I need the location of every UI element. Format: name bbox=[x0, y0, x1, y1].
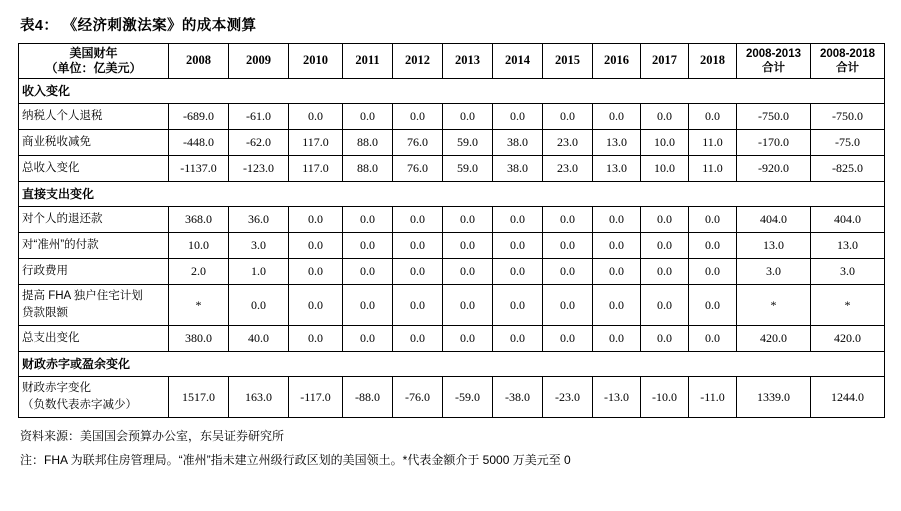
row-label bbox=[19, 285, 169, 326]
cost-table bbox=[18, 43, 885, 418]
table-cell-value: 0.0 bbox=[543, 326, 593, 352]
table-cell-value: 0.0 bbox=[641, 104, 689, 130]
table-cell-value: 0.0 bbox=[443, 259, 493, 285]
table-cell-sum-2008-2013: 1339.0 bbox=[737, 377, 811, 418]
table-row bbox=[19, 326, 885, 352]
table-cell-value: 0.0 bbox=[343, 104, 393, 130]
header-sum1-line2: 合计 bbox=[762, 62, 785, 74]
table-cell-value: 13.0 bbox=[593, 130, 641, 156]
table-cell-value: 23.0 bbox=[543, 130, 593, 156]
table-cell-value: 0.0 bbox=[493, 285, 543, 326]
table-cell-value: 38.0 bbox=[493, 156, 543, 182]
table-cell-value: 0.0 bbox=[641, 207, 689, 233]
header-cell-rowlabel bbox=[19, 44, 169, 79]
table-row bbox=[19, 377, 885, 418]
table-cell-value: 0.0 bbox=[393, 104, 443, 130]
table-cell-value: 0.0 bbox=[443, 285, 493, 326]
table-cell-value: 76.0 bbox=[393, 130, 443, 156]
table-cell-value: -1137.0 bbox=[169, 156, 229, 182]
table-cell-value: 0.0 bbox=[641, 259, 689, 285]
row-label-line1: 提高 FHA 独户住宅计划 bbox=[22, 290, 143, 303]
table-cell-value: 0.0 bbox=[343, 207, 393, 233]
table-header-row bbox=[19, 44, 885, 79]
table-cell-value: 0.0 bbox=[393, 285, 443, 326]
row-label: 对“准州”的付款 bbox=[19, 233, 169, 259]
table-cell-value: 0.0 bbox=[493, 259, 543, 285]
table-cell-value: 0.0 bbox=[443, 207, 493, 233]
table-cell-value: 10.0 bbox=[641, 156, 689, 182]
header-cell-year-2009: 2009 bbox=[229, 44, 289, 79]
table-cell-value: 88.0 bbox=[343, 130, 393, 156]
table-cell-sum-2008-2018: -75.0 bbox=[811, 130, 885, 156]
table-row bbox=[19, 156, 885, 182]
page-title: 表4： 《经济刺激法案》的成本测算 bbox=[20, 18, 257, 34]
table-cell-value: 0.0 bbox=[289, 326, 343, 352]
table-cell-sum-2008-2013: -170.0 bbox=[737, 130, 811, 156]
table-cell-sum-2008-2013: 13.0 bbox=[737, 233, 811, 259]
table-cell-value: 0.0 bbox=[543, 259, 593, 285]
table-row bbox=[19, 233, 885, 259]
table-cell-value: 0.0 bbox=[543, 233, 593, 259]
table-cell-value: 0.0 bbox=[689, 285, 737, 326]
table-cell-sum-2008-2018: -825.0 bbox=[811, 156, 885, 182]
table-row bbox=[19, 285, 885, 326]
row-label: 纳税人个人退税 bbox=[19, 104, 169, 130]
table-cell-value: 0.0 bbox=[229, 285, 289, 326]
table-cell-value: 0.0 bbox=[443, 233, 493, 259]
table-cell-value: 0.0 bbox=[289, 104, 343, 130]
table-cell-value: 0.0 bbox=[543, 104, 593, 130]
table-cell-value: 0.0 bbox=[343, 259, 393, 285]
row-label: 对个人的退还款 bbox=[19, 207, 169, 233]
header-cell-sum-2008-2013 bbox=[737, 44, 811, 79]
table-cell-value: 2.0 bbox=[169, 259, 229, 285]
row-label: 商业税收减免 bbox=[19, 130, 169, 156]
table-cell-sum-2008-2018: 420.0 bbox=[811, 326, 885, 352]
header-cell-year-2010: 2010 bbox=[289, 44, 343, 79]
note-line: 注：FHA 为联邦住房管理局。“准州”指未建立州级行政区划的美国领土。*代表金额介于 5000 万美元至 0 bbox=[20, 453, 571, 467]
table-cell-value: 13.0 bbox=[593, 156, 641, 182]
table-cell-value: 0.0 bbox=[593, 259, 641, 285]
table-cell-value: 0.0 bbox=[641, 326, 689, 352]
table-cell-value: -62.0 bbox=[229, 130, 289, 156]
header-cell-year-2016: 2016 bbox=[593, 44, 641, 79]
row-label-line2: 贷款限额 bbox=[22, 307, 68, 319]
table-cell-value: 3.0 bbox=[229, 233, 289, 259]
table-cell-value: 0.0 bbox=[689, 207, 737, 233]
table-cell-value: 0.0 bbox=[543, 207, 593, 233]
table-cell-value: 0.0 bbox=[289, 233, 343, 259]
table-cell-value: 1517.0 bbox=[169, 377, 229, 418]
row-label: 总收入变化 bbox=[19, 156, 169, 182]
table-cell-sum-2008-2013: * bbox=[737, 285, 811, 326]
table-cell-value: 380.0 bbox=[169, 326, 229, 352]
table-cell-value: 1.0 bbox=[229, 259, 289, 285]
table-cell-value: -88.0 bbox=[343, 377, 393, 418]
table-cell-value: 0.0 bbox=[493, 207, 543, 233]
header-sum2-line1: 2008-2018 bbox=[820, 47, 875, 60]
table-cell-sum-2008-2013: 3.0 bbox=[737, 259, 811, 285]
row-label-line2: （负数代表赤字减少） bbox=[22, 399, 137, 411]
table-cell-value: 0.0 bbox=[593, 233, 641, 259]
table-cell-value: 10.0 bbox=[641, 130, 689, 156]
table-cell-sum-2008-2018: 3.0 bbox=[811, 259, 885, 285]
header-cell-year-2015: 2015 bbox=[543, 44, 593, 79]
table-cell-value: -11.0 bbox=[689, 377, 737, 418]
section-label: 直接支出变化 bbox=[19, 182, 885, 207]
header-cell-year-2008: 2008 bbox=[169, 44, 229, 79]
table-cell-value: 0.0 bbox=[289, 285, 343, 326]
table-cell-sum-2008-2018: 13.0 bbox=[811, 233, 885, 259]
table-cell-value: -61.0 bbox=[229, 104, 289, 130]
table-cell-value: 76.0 bbox=[393, 156, 443, 182]
table-cell-value: 117.0 bbox=[289, 130, 343, 156]
table-cell-value: 36.0 bbox=[229, 207, 289, 233]
table-cell-value: 11.0 bbox=[689, 130, 737, 156]
section-label: 财政赤字或盈余变化 bbox=[19, 352, 885, 377]
table-cell-sum-2008-2013: 420.0 bbox=[737, 326, 811, 352]
table-row bbox=[19, 104, 885, 130]
header-cell-sum-2008-2018 bbox=[811, 44, 885, 79]
row-label: 行政费用 bbox=[19, 259, 169, 285]
table-cell-value: 0.0 bbox=[493, 104, 543, 130]
table-cell-value: * bbox=[169, 285, 229, 326]
table-cell-value: 59.0 bbox=[443, 130, 493, 156]
table-cell-value: 40.0 bbox=[229, 326, 289, 352]
table-cell-value: 0.0 bbox=[593, 326, 641, 352]
table-cell-sum-2008-2013: -750.0 bbox=[737, 104, 811, 130]
table-cell-sum-2008-2018: 1244.0 bbox=[811, 377, 885, 418]
table-cell-value: 0.0 bbox=[641, 285, 689, 326]
table-cell-value: 0.0 bbox=[289, 259, 343, 285]
table-cell-value: 0.0 bbox=[393, 233, 443, 259]
row-label: 总支出变化 bbox=[19, 326, 169, 352]
table-cell-value: -13.0 bbox=[593, 377, 641, 418]
table-cell-value: 0.0 bbox=[593, 104, 641, 130]
row-label-line1: 财政赤字变化 bbox=[22, 382, 91, 395]
table-cell-value: 0.0 bbox=[689, 104, 737, 130]
table-cell-value: 0.0 bbox=[689, 233, 737, 259]
table-cell-value: 0.0 bbox=[493, 326, 543, 352]
table-cell-value: 0.0 bbox=[493, 233, 543, 259]
table-cell-value: -59.0 bbox=[443, 377, 493, 418]
header-label-line2: （单位：亿美元） bbox=[45, 61, 142, 75]
table-cell-value: 0.0 bbox=[689, 326, 737, 352]
source-line: 资料来源：美国国会预算办公室，东吴证券研究所 bbox=[20, 429, 285, 443]
table-section-row bbox=[19, 79, 885, 104]
table-cell-value: 88.0 bbox=[343, 156, 393, 182]
table-cell-value: 163.0 bbox=[229, 377, 289, 418]
table-cell-value: 0.0 bbox=[393, 207, 443, 233]
table-cell-value: 0.0 bbox=[593, 285, 641, 326]
table-cell-value: -38.0 bbox=[493, 377, 543, 418]
table-cell-value: 0.0 bbox=[443, 326, 493, 352]
table-cell-value: 0.0 bbox=[393, 259, 443, 285]
table-cell-value: 0.0 bbox=[343, 285, 393, 326]
table-cell-sum-2008-2018: * bbox=[811, 285, 885, 326]
table-cell-value: 11.0 bbox=[689, 156, 737, 182]
table-cell-value: -448.0 bbox=[169, 130, 229, 156]
table-row bbox=[19, 207, 885, 233]
row-label bbox=[19, 377, 169, 418]
table-cell-sum-2008-2013: 404.0 bbox=[737, 207, 811, 233]
header-cell-year-2018: 2018 bbox=[689, 44, 737, 79]
table-cell-sum-2008-2018: -750.0 bbox=[811, 104, 885, 130]
table-cell-value: 23.0 bbox=[543, 156, 593, 182]
table-cell-value: 38.0 bbox=[493, 130, 543, 156]
header-sum1-line1: 2008-2013 bbox=[746, 47, 801, 60]
table-row bbox=[19, 130, 885, 156]
table-cell-value: 0.0 bbox=[289, 207, 343, 233]
table-cell-value: -23.0 bbox=[543, 377, 593, 418]
header-sum2-line2: 合计 bbox=[836, 62, 859, 74]
table-cell-value: 59.0 bbox=[443, 156, 493, 182]
table-cell-value: 10.0 bbox=[169, 233, 229, 259]
table-cell-value: -10.0 bbox=[641, 377, 689, 418]
table-row bbox=[19, 259, 885, 285]
header-label-line1: 美国财年 bbox=[69, 46, 118, 60]
section-label: 收入变化 bbox=[19, 79, 885, 104]
table-header bbox=[19, 44, 885, 79]
table-cell-value: 117.0 bbox=[289, 156, 343, 182]
table-section-row bbox=[19, 182, 885, 207]
table-body bbox=[19, 79, 885, 418]
header-cell-year-2011: 2011 bbox=[343, 44, 393, 79]
header-cell-year-2012: 2012 bbox=[393, 44, 443, 79]
table-cell-value: 368.0 bbox=[169, 207, 229, 233]
table-cell-value: 0.0 bbox=[393, 326, 443, 352]
table-cell-sum-2008-2018: 404.0 bbox=[811, 207, 885, 233]
table-cell-value: 0.0 bbox=[641, 233, 689, 259]
table-cell-value: 0.0 bbox=[343, 233, 393, 259]
table-section-row bbox=[19, 352, 885, 377]
table-cell-value: 0.0 bbox=[689, 259, 737, 285]
table-cell-value: -117.0 bbox=[289, 377, 343, 418]
table-cell-value: -689.0 bbox=[169, 104, 229, 130]
table-cell-value: 0.0 bbox=[543, 285, 593, 326]
header-cell-year-2013: 2013 bbox=[443, 44, 493, 79]
header-cell-year-2017: 2017 bbox=[641, 44, 689, 79]
table-cell-value: -76.0 bbox=[393, 377, 443, 418]
table-cell-value: 0.0 bbox=[343, 326, 393, 352]
table-cell-value: 0.0 bbox=[443, 104, 493, 130]
table-cell-sum-2008-2013: -920.0 bbox=[737, 156, 811, 182]
table-cell-value: 0.0 bbox=[593, 207, 641, 233]
header-cell-year-2014: 2014 bbox=[493, 44, 543, 79]
table-cell-value: -123.0 bbox=[229, 156, 289, 182]
